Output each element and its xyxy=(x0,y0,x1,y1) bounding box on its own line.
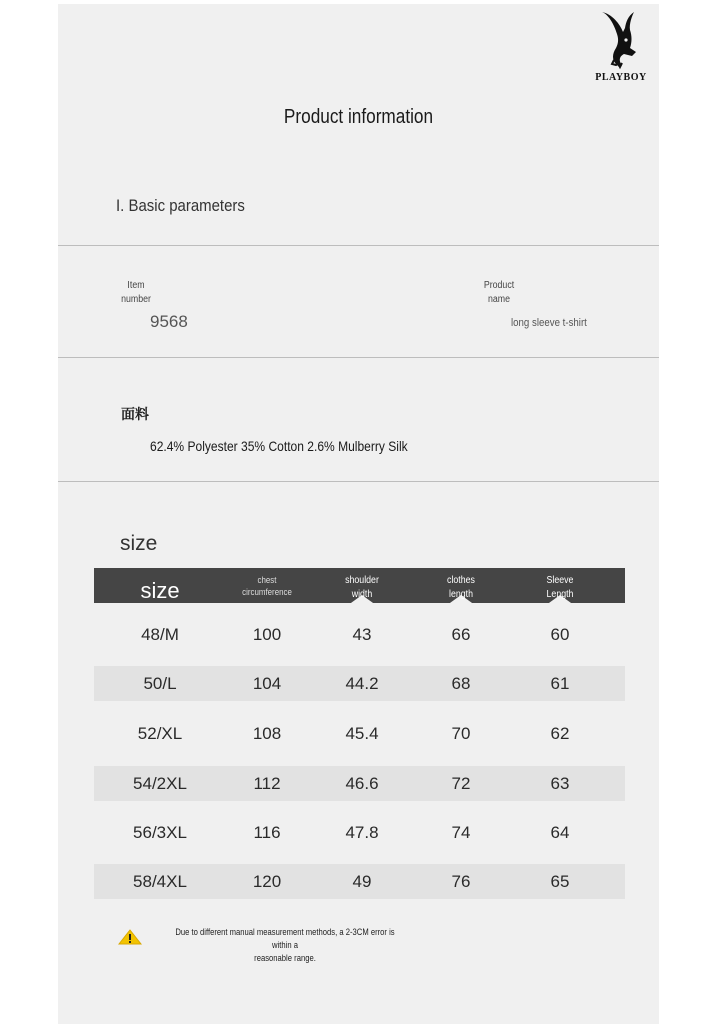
table-cell: 54/2XL xyxy=(133,774,187,793)
column-header-shoulder: shoulder width xyxy=(318,568,406,609)
table-cell: 45.4 xyxy=(345,724,379,743)
table-cell: 60 xyxy=(550,625,570,644)
size-section-heading: size xyxy=(120,532,158,555)
table-cell: 72 xyxy=(451,774,471,793)
table-cell: 64 xyxy=(550,823,570,842)
table-cell: 104 xyxy=(252,674,282,693)
table-row xyxy=(94,815,625,850)
table-row xyxy=(94,666,625,701)
table-cell: 68 xyxy=(451,674,471,693)
warning-icon xyxy=(118,929,142,945)
basic-parameters-heading: I. Basic parameters xyxy=(116,196,245,215)
fabric-composition: 62.4% Polyester 35% Cotton 2.6% Mulberry Silk xyxy=(150,438,408,454)
column-header-size: size xyxy=(140,578,180,603)
table-cell: 76 xyxy=(451,872,471,891)
measurement-note: Due to different manual measurement methods, a 2-3CM error is within a reasonable range. xyxy=(175,927,395,963)
table-row xyxy=(94,716,625,751)
table-cell: 61 xyxy=(550,674,570,693)
table-cell: 44.2 xyxy=(345,674,379,693)
product-name-label: Product name xyxy=(483,280,515,305)
brand-name: PLAYBOY xyxy=(595,72,647,83)
table-cell: 74 xyxy=(451,823,471,842)
table-cell: 100 xyxy=(252,625,282,644)
table-cell: 70 xyxy=(451,724,471,743)
column-header-chest: chest circumference xyxy=(242,575,292,597)
table-cell: 112 xyxy=(253,774,281,793)
table-cell: 52/XL xyxy=(137,724,183,743)
table-cell: 47.8 xyxy=(345,823,379,842)
table-cell: 50/L xyxy=(143,674,177,693)
divider xyxy=(58,357,659,358)
table-cell: 48/M xyxy=(141,625,179,644)
table-cell: 62 xyxy=(550,724,570,743)
table-cell: 108 xyxy=(252,724,282,743)
table-cell: 66 xyxy=(451,625,471,644)
fabric-label: 面料 xyxy=(121,406,149,422)
column-header-clothes-length: clothes length xyxy=(417,568,505,609)
table-cell: 58/4XL xyxy=(133,872,187,891)
table-cell: 49 xyxy=(352,872,372,891)
table-row xyxy=(94,617,625,652)
column-header-sleeve-length: Sleeve Length xyxy=(516,568,604,609)
table-cell: 56/3XL xyxy=(133,823,187,842)
brand-logo xyxy=(590,10,652,86)
page-title: Product information xyxy=(283,106,434,128)
table-row xyxy=(94,864,625,899)
product-name-value: long sleeve t-shirt xyxy=(511,317,587,329)
divider xyxy=(58,481,659,482)
table-cell: 63 xyxy=(550,774,570,793)
divider xyxy=(58,245,659,246)
item-number-label: Item number xyxy=(121,280,151,305)
size-table-header xyxy=(94,568,625,603)
table-cell: 116 xyxy=(253,823,281,842)
item-number-value: 9568 xyxy=(150,312,188,331)
table-cell: 43 xyxy=(352,625,372,644)
table-row xyxy=(94,766,625,801)
bunny-logo-icon xyxy=(598,10,644,70)
table-cell: 120 xyxy=(252,872,282,891)
table-cell: 65 xyxy=(550,872,570,891)
table-cell: 46.6 xyxy=(345,774,379,793)
